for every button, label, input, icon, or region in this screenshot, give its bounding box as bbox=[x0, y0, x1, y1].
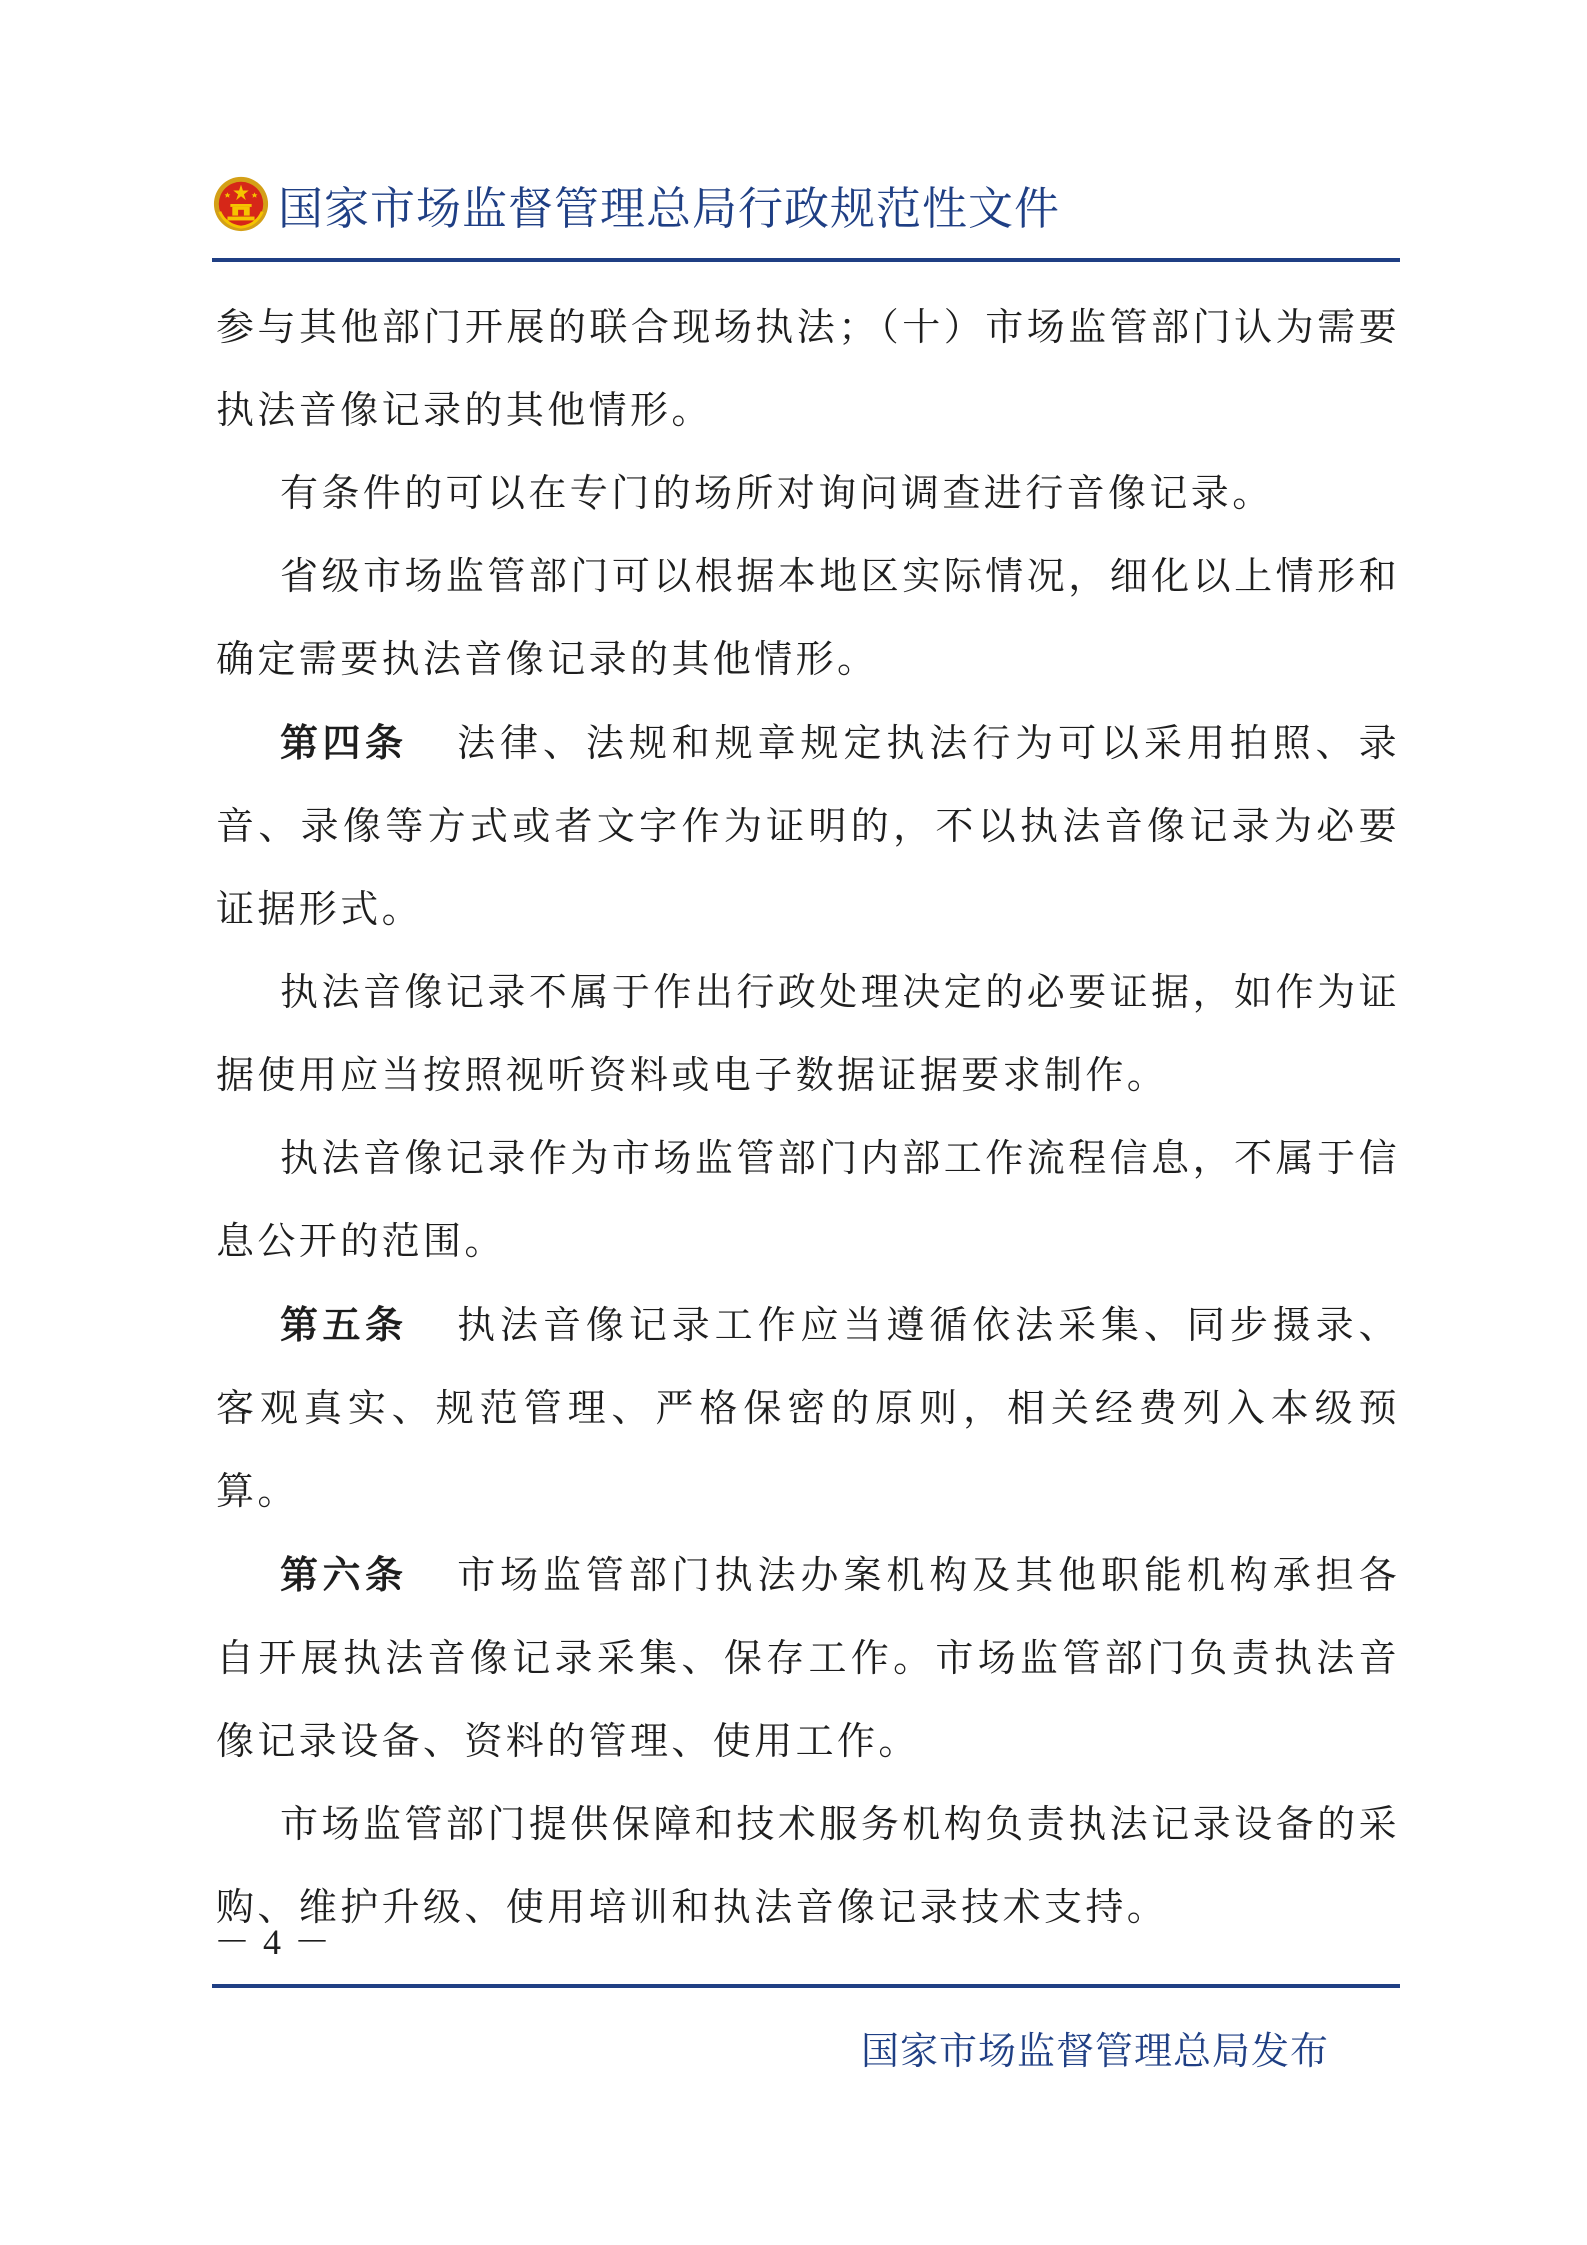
page-number: － 4 － bbox=[214, 1922, 333, 1962]
document-header bbox=[212, 168, 1060, 240]
header-divider bbox=[212, 258, 1400, 262]
article-label: 第五条 bbox=[280, 1302, 408, 1347]
article-label: 第四条 bbox=[280, 720, 408, 765]
article-label: 第六条 bbox=[280, 1552, 408, 1597]
paragraph: 执法音像记录不属于作出行政处理决定的必要证据，如作为证据使用应当按照视听资料或电子数据证据要求制作。 bbox=[216, 970, 1400, 1097]
article-4 bbox=[216, 701, 1400, 951]
paragraph: 参与其他部门开展的联合现场执法；（十）市场监管部门认为需要执法音像记录的其他情形。 bbox=[216, 305, 1400, 432]
national-emblem-icon bbox=[212, 175, 270, 233]
paragraph: 省级市场监管部门可以根据本地区实际情况，细化以上情形和确定需要执法音像记录的其他情形。 bbox=[216, 554, 1400, 681]
document-header-title: 国家市场监督管理总局行政规范性文件 bbox=[278, 181, 1061, 235]
paragraph: 有条件的可以在专门的场所对询问调查进行音像记录。 bbox=[280, 471, 1274, 515]
article-text: 执法音像记录工作应当遵循依法采集、同步摄录、客观真实、规范管理、严格保密的原则，相关经费列入本级预算。 bbox=[216, 1303, 1400, 1513]
footer-publisher: 国家市场监督管理总局发布 bbox=[860, 2029, 1329, 2073]
article-text: 法律、法规和规章规定执法行为可以采用拍照、录音、录像等方式或者文字作为证明的，不以执法音像记录为必要证据形式。 bbox=[216, 721, 1400, 931]
article-5 bbox=[216, 1283, 1400, 1533]
document-body bbox=[216, 286, 1400, 1949]
paragraph: 市场监管部门提供保障和技术服务机构负责执法记录设备的采购、维护升级、使用培训和执法音像记录技术支持。 bbox=[216, 1802, 1400, 1929]
article-text: 市场监管部门执法办案机构及其他职能机构承担各自开展执法音像记录采集、保存工作。市场监管部门负责执法音像记录设备、资料的管理、使用工作。 bbox=[216, 1553, 1400, 1763]
footer-divider bbox=[212, 1984, 1400, 1988]
paragraph: 执法音像记录作为市场监管部门内部工作流程信息，不属于信息公开的范围。 bbox=[216, 1136, 1400, 1263]
article-6 bbox=[216, 1533, 1400, 1783]
